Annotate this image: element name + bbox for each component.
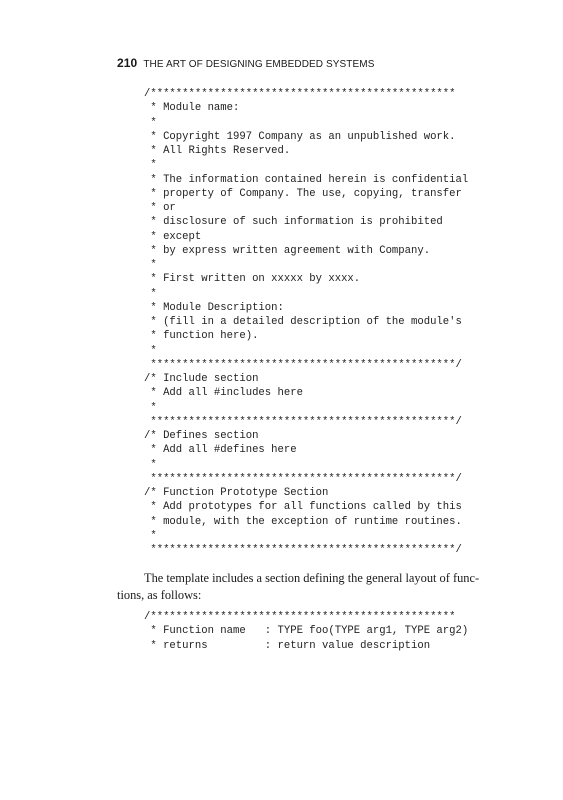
code-line: * or — [144, 202, 176, 214]
code-line: * Module Description: — [144, 301, 284, 314]
code-line: * property of Company. The use, copying, transfer — [144, 187, 462, 200]
code-line: * — [144, 529, 157, 542]
code-line: ************************************************/ — [144, 544, 462, 556]
code-line: * returns : return value description — [144, 639, 431, 652]
code-line: /* Defines section — [144, 430, 259, 442]
code-line: * Add all #defines here — [144, 444, 297, 457]
code-line: * by express written agreement with Company. — [144, 244, 431, 257]
code-line: * function here). — [144, 330, 259, 343]
paragraph-line: tions, as follows: — [117, 588, 202, 602]
paragraph-line: The template includes a section defining the general layout of func- — [144, 571, 480, 585]
code-line: * Add all #includes here — [144, 387, 303, 400]
code-line: * module, with the exception of runtime routines. — [144, 515, 462, 528]
code-line: /************************************************ — [144, 611, 456, 623]
code-line: * (fill in a detailed description of the module's — [144, 316, 462, 328]
code-line: * — [144, 344, 157, 357]
page-number: 210 — [117, 56, 138, 70]
code-line: * except — [144, 230, 202, 243]
running-header — [117, 56, 374, 70]
code-line: * Module name: — [144, 102, 240, 115]
code-line: * — [144, 259, 157, 271]
function-header-template-code — [144, 610, 468, 653]
body-paragraph — [117, 570, 499, 604]
code-line: * — [144, 401, 157, 414]
code-line: * disclosure of such information is prohibited — [144, 216, 443, 229]
code-line: /************************************************ — [144, 88, 456, 100]
code-line: * Add prototypes for all functions called by this — [144, 501, 462, 514]
code-line: /* Function Prototype Section — [144, 487, 329, 499]
code-line: ************************************************/ — [144, 472, 462, 485]
code-line: * — [144, 287, 157, 300]
code-line: ************************************************/ — [144, 415, 462, 428]
code-line: * — [144, 116, 157, 129]
code-line: * — [144, 159, 157, 172]
code-line: * First written on xxxxx by xxxx. — [144, 273, 361, 286]
code-line: * — [144, 458, 157, 471]
code-line: * Copyright 1997 Company as an unpublished work. — [144, 130, 456, 143]
running-header-title: THE ART OF DESIGNING EMBEDDED SYSTEMS — [143, 59, 375, 70]
code-line: * Function name : TYPE foo(TYPE arg1, TYPE arg2) — [144, 625, 469, 638]
code-line: /* Include section — [144, 373, 259, 385]
code-line: * The information contained herein is confidential — [144, 173, 469, 186]
module-header-template-code — [144, 87, 468, 557]
code-line: ************************************************/ — [144, 358, 462, 371]
code-line: * All Rights Reserved. — [144, 145, 291, 157]
